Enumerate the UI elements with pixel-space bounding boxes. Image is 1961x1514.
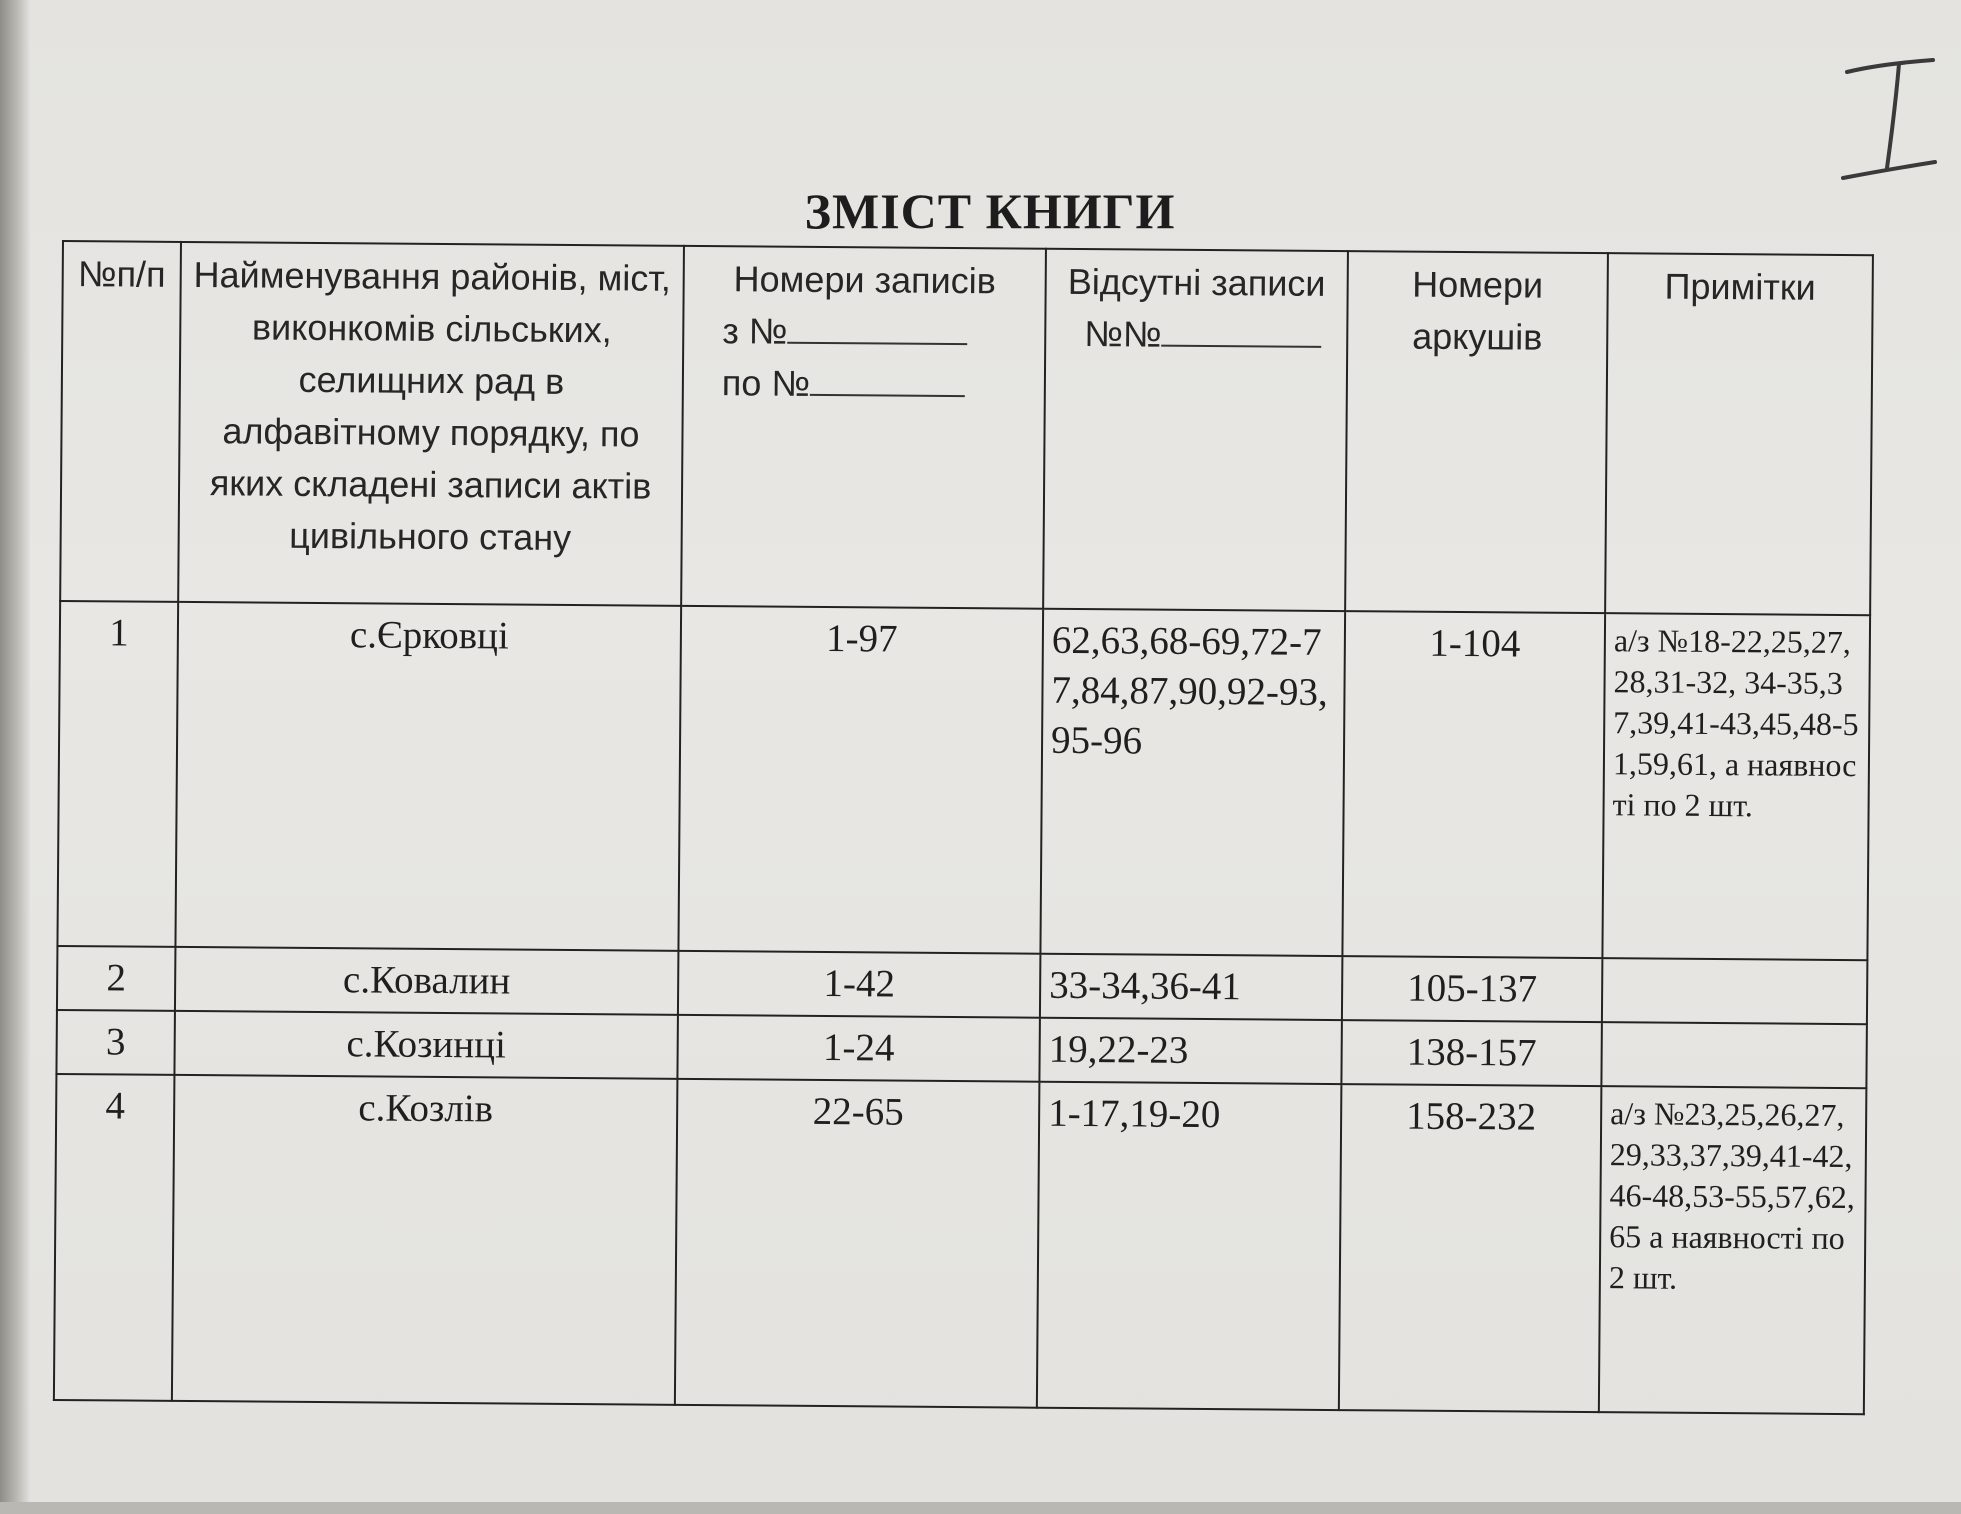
row-missing: 33-34,36-41 — [1040, 954, 1342, 1020]
table-row — [57, 601, 1870, 960]
row-number: 4 — [54, 1074, 175, 1401]
row-name: с.Козинці — [174, 1011, 677, 1079]
header-records-title: Номери записів — [733, 258, 996, 302]
handwritten-page-mark — [1835, 50, 1945, 190]
row-notes: а/з №18-22,25,27,28,31-32, 34-35,37,39,41-43,45,48-51,59,61, а наявності по 2 шт. — [1602, 613, 1870, 960]
row-missing: 1-17,19-20 — [1037, 1082, 1342, 1410]
blank-line — [810, 360, 965, 397]
header-records-from: з № — [722, 310, 788, 352]
header-missing-nos-line — [1054, 308, 1338, 362]
row-sheets: 105-137 — [1342, 956, 1602, 1022]
row-name: с.Козлів — [172, 1075, 678, 1405]
header-missing-nos: №№ — [1084, 313, 1162, 355]
header-name: Найменування районів, міст, виконкомів сільських, селищних рад в алфавітному порядку, по яких складені записи актів цивільного стану — [178, 242, 684, 606]
contents-table — [53, 240, 1874, 1415]
row-notes — [1601, 1022, 1866, 1088]
row-notes: а/з №23,25,26,27,29,33,37,39,41-42,46-48,53-55,57,62,65 а наявності по 2 шт. — [1599, 1086, 1867, 1414]
header-records-to-line — [692, 357, 1036, 412]
row-sheets: 138-157 — [1341, 1020, 1601, 1086]
header-records-to: по № — [721, 362, 811, 404]
row-sheets: 158-232 — [1339, 1084, 1602, 1412]
header-missing-title: Відсутні записи — [1067, 260, 1326, 304]
header-records-from-line — [692, 305, 1036, 360]
header-missing — [1043, 249, 1348, 611]
row-records: 1-97 — [678, 606, 1043, 954]
header-notes: Примітки — [1605, 253, 1873, 615]
row-name: с.Єрковці — [175, 602, 681, 951]
header-records — [681, 246, 1046, 609]
header-row — [60, 241, 1873, 615]
row-number: 1 — [57, 601, 178, 947]
row-records: 1-24 — [677, 1015, 1039, 1082]
row-number: 2 — [57, 946, 175, 1011]
header-number: №п/п — [60, 241, 181, 602]
row-name: с.Ковалин — [175, 947, 678, 1015]
bottom-edge — [0, 1502, 1961, 1514]
row-number: 3 — [56, 1010, 174, 1075]
document-title: ЗМІСТ КНИГИ — [804, 183, 1176, 239]
row-missing: 19,22-23 — [1039, 1018, 1341, 1084]
table-row — [54, 1074, 1867, 1414]
header-sheets: Номери аркушів — [1345, 251, 1608, 613]
row-records: 22-65 — [675, 1079, 1040, 1408]
row-notes — [1602, 958, 1867, 1024]
blank-line — [787, 308, 967, 345]
row-sheets: 1-104 — [1342, 611, 1605, 958]
blank-line — [1161, 311, 1321, 348]
binding-edge — [0, 0, 30, 1514]
row-records: 1-42 — [678, 951, 1040, 1018]
page-mark-text — [1835, 50, 1945, 190]
row-missing: 62,63,68-69,72-77,84,87,90,92-93,95-96 — [1040, 609, 1345, 956]
